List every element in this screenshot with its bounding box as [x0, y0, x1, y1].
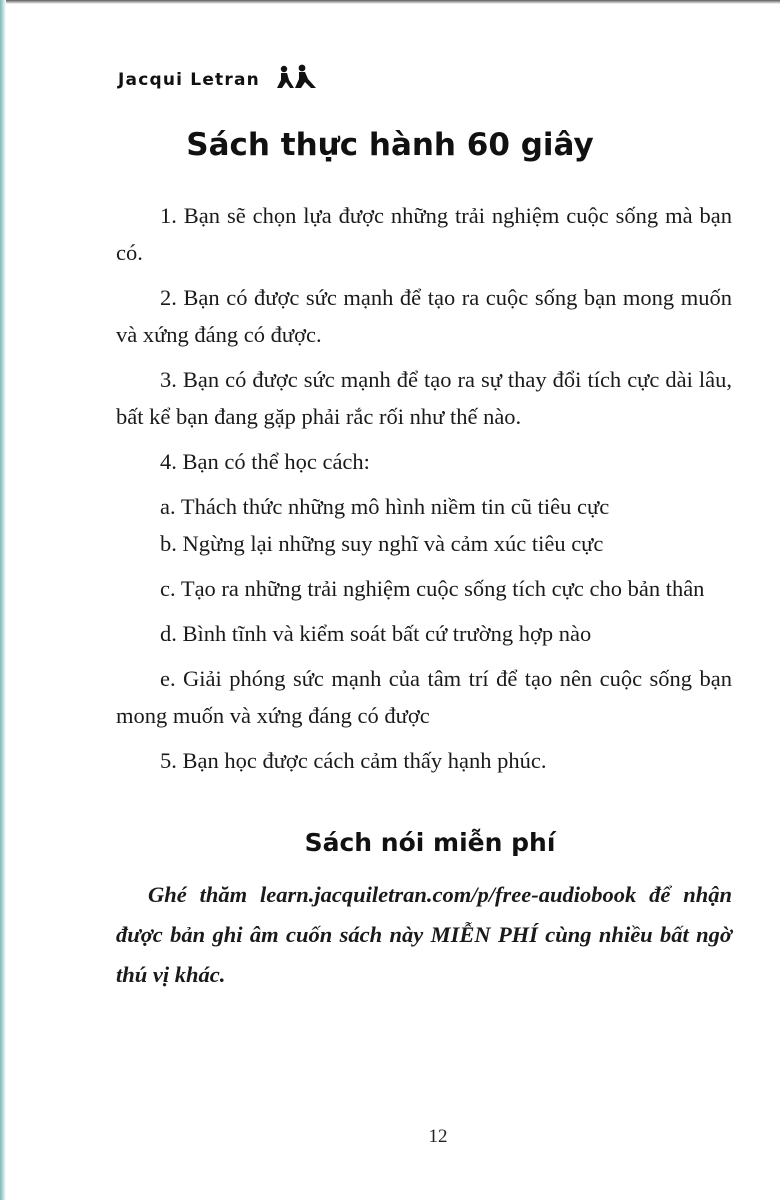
author-logo-icon [274, 64, 318, 95]
page-title: Sách thực hành 60 giây [186, 127, 594, 163]
audiobook-heading: Sách nói miễn phí [304, 828, 556, 857]
running-header [118, 64, 318, 95]
list-subitem-b: b. Ngừng lại những suy nghĩ và cảm xúc tiêu cực [160, 531, 604, 556]
page-left-edge [0, 0, 6, 1200]
list-item-3: 3. Bạn có được sức mạnh để tạo ra sự thay đổi tích cực dài lâu, bất kể bạn đang gặp phải rắc rối như thế nào. [116, 367, 732, 429]
list-item-5: 5. Bạn học được cách cảm thấy hạnh phúc. [160, 748, 547, 773]
page-top-edge [0, 0, 780, 4]
item-list [116, 197, 732, 779]
list-subitem-d: d. Bình tĩnh và kiểm soát bất cứ trường hợp nào [160, 621, 592, 646]
author-name: Jacqui Letran [118, 69, 260, 90]
list-subitem-e: e. Giải phóng sức mạnh của tâm trí để tạo nên cuộc sống bạn mong muốn và xứng đáng có được [116, 666, 732, 728]
list-subitem-a: a. Thách thức những mô hình niềm tin cũ tiêu cực [160, 494, 610, 519]
list-item-1: 1. Bạn sẽ chọn lựa được những trải nghiệm cuộc sống mà bạn có. [116, 203, 732, 265]
page-number: 12 [428, 1126, 448, 1147]
audiobook-text: Ghé thăm learn.jacquiletran.com/p/free-audiobook để nhận được bản ghi âm cuốn sách này MIỄN PHÍ cùng nhiều bất ngờ thú vị khác. [116, 882, 732, 987]
list-item-4: 4. Bạn có thể học cách: [160, 449, 370, 474]
list-item-2: 2. Bạn có được sức mạnh để tạo ra cuộc sống bạn mong muốn và xứng đáng có được. [116, 285, 732, 347]
list-subitem-c: c. Tạo ra những trải nghiệm cuộc sống tích cực cho bản thân [160, 576, 705, 601]
